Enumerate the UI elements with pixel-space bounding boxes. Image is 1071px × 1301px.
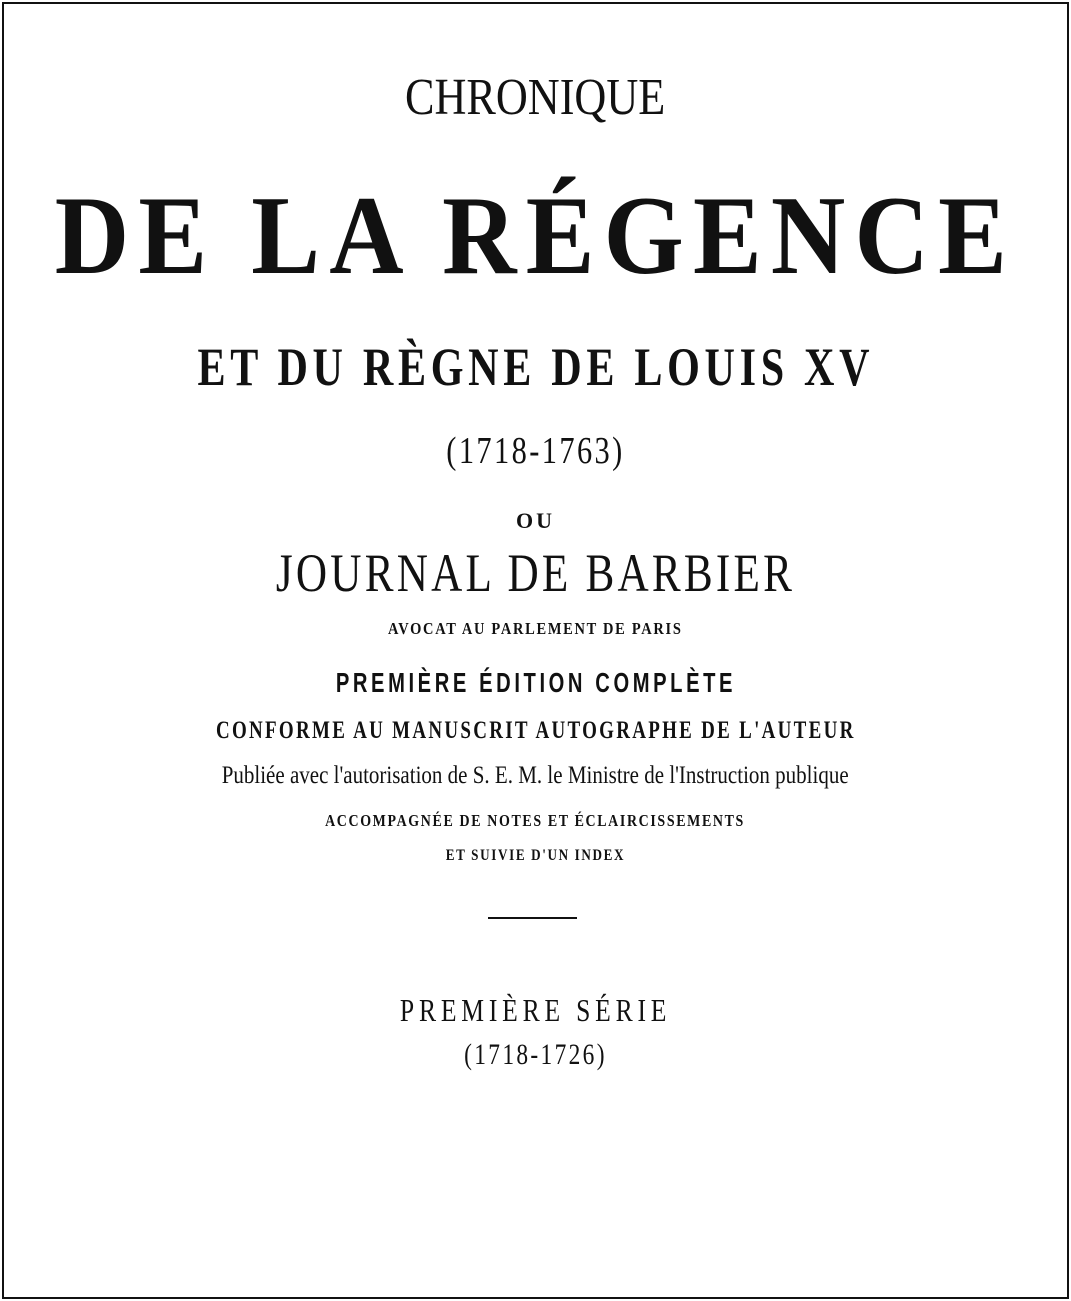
conforme-line bbox=[0, 718, 1071, 743]
dates: (1718-1763) bbox=[446, 430, 625, 472]
title-chronique: CHRONIQUE bbox=[405, 69, 666, 126]
notes: ACCOMPAGNÉE DE NOTES ET ÉCLAIRCISSEMENTS bbox=[325, 811, 746, 830]
series-dates-line bbox=[0, 1040, 1071, 1070]
or-text: OU bbox=[516, 508, 555, 533]
notes-line bbox=[0, 812, 1071, 829]
or-line bbox=[0, 510, 1071, 532]
title-regence: DE LA RÉGENCE bbox=[54, 174, 1017, 298]
subtitle: JOURNAL DE BARBIER bbox=[275, 543, 796, 603]
title-line-regence bbox=[0, 174, 1071, 298]
series-line bbox=[0, 994, 1071, 1026]
authorisation-line bbox=[0, 763, 1071, 788]
edition-line bbox=[0, 669, 1071, 697]
edition: PREMIÈRE ÉDITION COMPLÈTE bbox=[335, 667, 736, 698]
divider-rule bbox=[488, 917, 577, 919]
index-line bbox=[0, 848, 1071, 864]
authorisation: Publiée avec l'autorisation de S. E. M. le Ministre de l'Instruction publique bbox=[222, 762, 849, 789]
title-regne: ET DU RÈGNE DE LOUIS XV bbox=[197, 337, 874, 397]
series: PREMIÈRE SÉRIE bbox=[399, 992, 672, 1028]
title-line-regne bbox=[0, 337, 1071, 397]
dates-line bbox=[0, 432, 1071, 470]
title-line-chronique bbox=[0, 69, 1071, 126]
subtitle-line bbox=[0, 543, 1071, 603]
author-role: AVOCAT AU PARLEMENT DE PARIS bbox=[388, 619, 683, 638]
author-role-line bbox=[0, 620, 1071, 637]
series-dates: (1718-1726) bbox=[464, 1038, 607, 1071]
conforme: CONFORME AU MANUSCRIT AUTOGRAPHE DE L'AUTEUR bbox=[215, 717, 856, 744]
index: ET SUIVIE D'UN INDEX bbox=[445, 847, 626, 864]
